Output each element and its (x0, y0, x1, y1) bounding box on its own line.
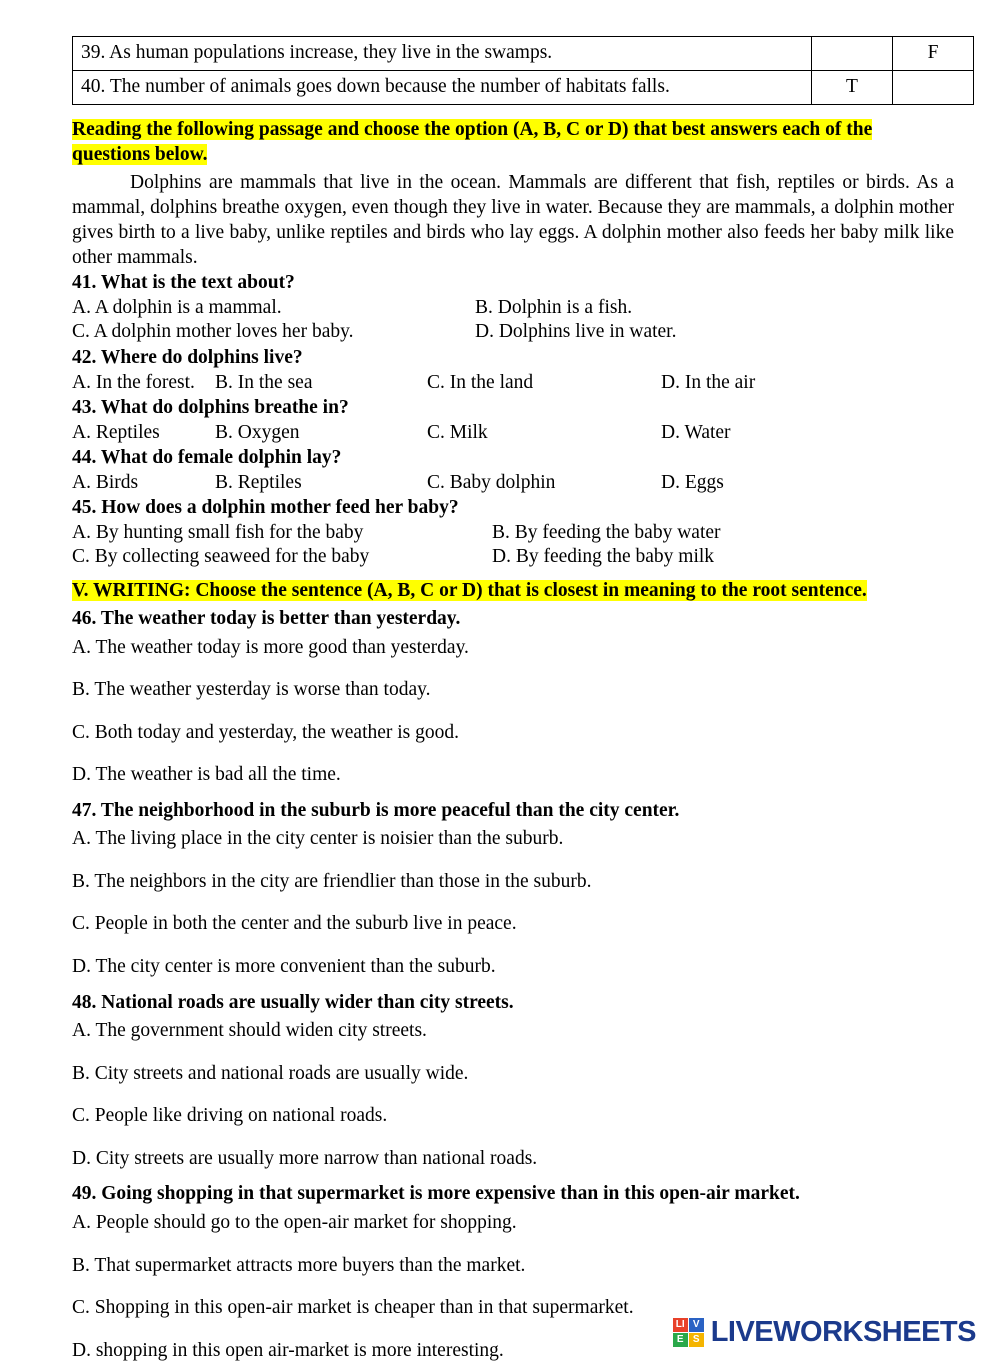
option-c[interactable]: C. Shopping in this open-air market is cheaper than in that supermarket. (72, 1297, 634, 1319)
option-a[interactable]: A. The weather today is more good than yesterday. (72, 636, 469, 658)
question-42-options-row-1 (72, 371, 954, 396)
option-a[interactable]: A. Birds (72, 471, 139, 493)
false-cell[interactable]: F (893, 37, 974, 71)
logo-tile-v: V (689, 1318, 704, 1332)
option-a[interactable]: A. The living place in the city center is noisier than the suburb. (72, 828, 564, 850)
option-d[interactable]: D. Water (661, 421, 731, 443)
option-b[interactable]: B. The neighbors in the city are friendlier than those in the suburb. (72, 870, 592, 892)
option-c[interactable]: C. A dolphin mother loves her baby. (72, 321, 354, 343)
option-b[interactable]: B. Dolphin is a fish. (475, 296, 633, 318)
option-c[interactable]: C. Both today and yesterday, the weather is good. (72, 721, 460, 743)
liveworksheets-mark-icon (673, 1318, 704, 1347)
option-b[interactable]: B. City streets and national roads are usually wide. (72, 1062, 469, 1084)
table-row (73, 70, 974, 104)
option-a[interactable]: A. In the forest. (72, 371, 195, 393)
writing-section-heading (72, 579, 954, 604)
table-row (73, 37, 974, 71)
question-43-options-row-1 (72, 421, 954, 446)
logo-tile-e: E (673, 1333, 688, 1347)
option-c[interactable]: C. In the land (427, 371, 534, 393)
option-d[interactable]: D. The weather is bad all the time. (72, 764, 341, 786)
option-d[interactable]: D. The city center is more convenient than the suburb. (72, 956, 496, 978)
question-46: 46. The weather today is better than yesterday. (72, 607, 461, 629)
question-47: 47. The neighborhood in the suburb is more peaceful than the city center. (72, 799, 680, 821)
logo-tile-li: LI (673, 1318, 688, 1332)
option-b[interactable]: B. That supermarket attracts more buyers than the market. (72, 1254, 526, 1276)
question-44: 44. What do female dolphin lay? (72, 447, 342, 469)
option-d[interactable]: D. shopping in this open air-market is more interesting. (72, 1339, 504, 1361)
option-d[interactable]: D. Eggs (661, 471, 724, 493)
option-c[interactable]: C. Milk (427, 421, 488, 443)
question-41-options-row-1 (72, 296, 954, 321)
reading-instruction-text: Reading the following passage and choose the option (A, B, C or D) that best answers each of the questions below. (72, 118, 873, 165)
option-d[interactable]: D. In the air (661, 371, 756, 393)
question-44-options-row-1 (72, 471, 954, 496)
true-cell[interactable]: T (812, 70, 893, 104)
option-a[interactable]: A. By hunting small fish for the baby (72, 521, 364, 543)
writing-instruction-text: V. WRITING: Choose the sentence (A, B, C or D) that is closest in meaning to the root sentence. (72, 580, 867, 601)
reading-passage: Dolphins are mammals that live in the ocean. Mammals are different that fish, reptiles or birds. As a mammal, dolphins breathe oxygen, even though they live in water. Because they are mammals, a dolphin mother gives birth to a live baby, unlike reptiles and birds who lay eggs. A dolphin mother also feeds her baby milk like other mammals. (72, 172, 954, 268)
option-b[interactable]: B. Oxygen (215, 421, 300, 443)
option-b[interactable]: B. The weather yesterday is worse than today. (72, 679, 431, 701)
option-c[interactable]: C. By collecting seaweed for the baby (72, 546, 370, 568)
false-cell[interactable] (893, 70, 974, 104)
option-b[interactable]: B. By feeding the baby water (492, 521, 721, 543)
statement-cell: 40. The number of animals goes down because the number of habitats falls. (73, 70, 812, 104)
option-a[interactable]: A. People should go to the open-air market for shopping. (72, 1211, 517, 1233)
statement-cell: 39. As human populations increase, they live in the swamps. (73, 37, 812, 71)
true-cell[interactable] (812, 37, 893, 71)
option-d[interactable]: D. City streets are usually more narrow than national roads. (72, 1147, 538, 1169)
option-a[interactable]: A. Reptiles (72, 421, 160, 443)
reading-instruction (72, 117, 954, 168)
option-c[interactable]: C. People in both the center and the suburb live in peace. (72, 913, 517, 935)
question-45-options-row-2 (72, 545, 954, 570)
question-48: 48. National roads are usually wider than city streets. (72, 991, 514, 1013)
question-43: 43. What do dolphins breathe in? (72, 397, 349, 419)
question-41: 41. What is the text about? (72, 272, 295, 294)
question-45: 45. How does a dolphin mother feed her baby? (72, 497, 459, 519)
option-d[interactable]: D. By feeding the baby milk (492, 546, 715, 568)
logo-tile-s: S (689, 1333, 704, 1347)
liveworksheets-logo[interactable] (673, 1316, 976, 1349)
question-42: 42. Where do dolphins live? (72, 346, 303, 368)
option-d[interactable]: D. Dolphins live in water. (475, 321, 677, 343)
option-c[interactable]: C. People like driving on national roads. (72, 1105, 388, 1127)
option-b[interactable]: B. In the sea (215, 371, 313, 393)
question-49: 49. Going shopping in that supermarket is more expensive than in this open-air market. (72, 1183, 800, 1205)
option-c[interactable]: C. Baby dolphin (427, 471, 556, 493)
question-45-options-row-1 (72, 521, 954, 546)
option-a[interactable]: A. A dolphin is a mammal. (72, 296, 282, 318)
option-a[interactable]: A. The government should widen city streets. (72, 1020, 427, 1042)
question-41-options-row-2 (72, 320, 954, 345)
true-false-table (72, 36, 974, 105)
liveworksheets-brand-text: LIVEWORKSHEETS (710, 1316, 976, 1349)
option-b[interactable]: B. Reptiles (215, 471, 302, 493)
